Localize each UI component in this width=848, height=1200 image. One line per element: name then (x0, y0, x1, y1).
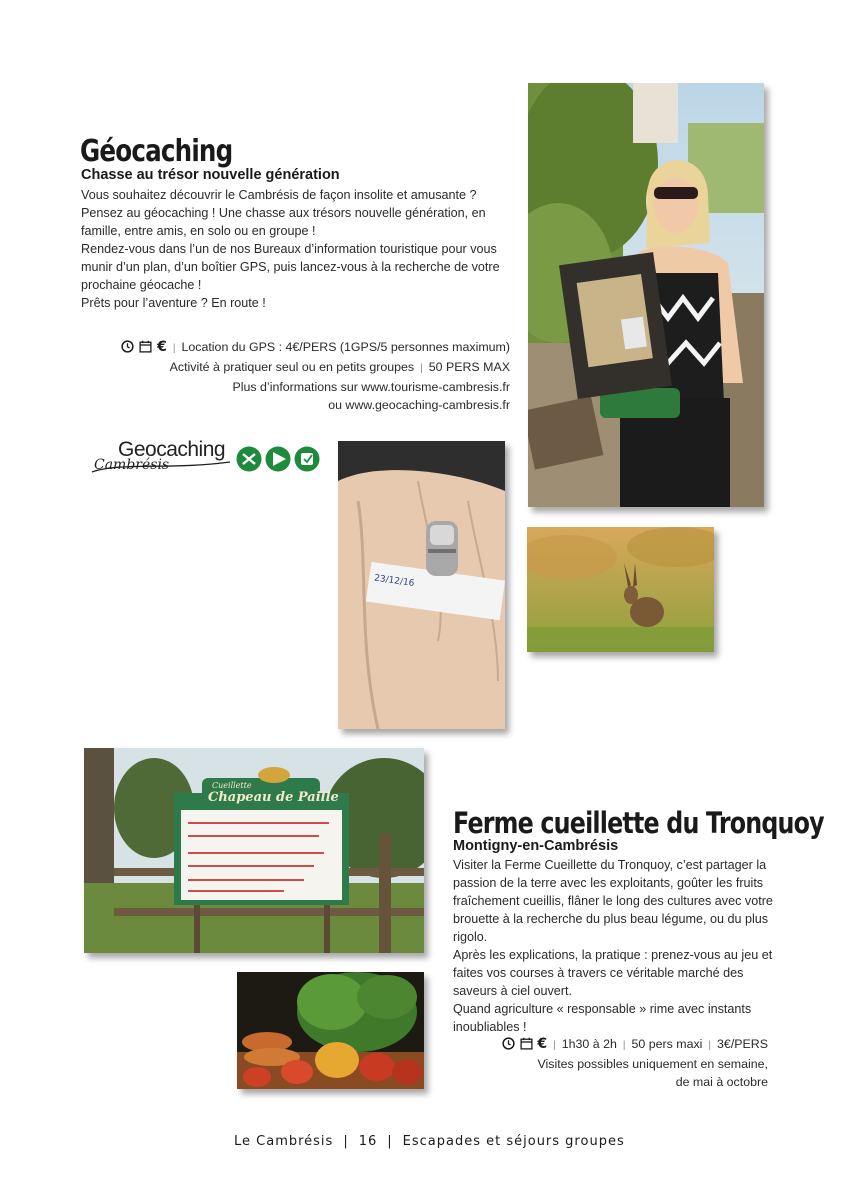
photo-vegetables (237, 972, 424, 1089)
ferme-info (420, 1035, 768, 1091)
photo-hand-capsule (338, 441, 505, 729)
info-line (90, 338, 510, 358)
duration: 1h30 à 2h (561, 1037, 617, 1051)
photo-woman-geocache (528, 83, 764, 507)
info-line: Visites possibles uniquement en semaine, (537, 1057, 768, 1071)
text-line: Vous souhaitez découvrir le Cambrésis de façon insolite et amusante ? (81, 188, 477, 202)
photo-farm-sign (84, 748, 424, 953)
logo-text: Geocaching (118, 438, 226, 461)
svg-text:23/12/16: 23/12/16 (373, 573, 415, 589)
info-line: ou www.geocaching-cambresis.fr (328, 398, 510, 412)
page-number: 16 (358, 1134, 378, 1149)
geocaching-info (90, 338, 510, 414)
group-size: 50 pers maxi (631, 1037, 703, 1051)
info-line (420, 1035, 768, 1055)
text-line: Rendez-vous dans l’un de nos Bureaux d’information touristique pour vous (81, 242, 497, 256)
info-line: Plus d’informations sur www.tourisme-cambresis.fr (232, 380, 510, 394)
text-line: famille, entre amis, en solo ou en groupe ! (81, 224, 316, 238)
footer-right: Escapades et séjours groupes (402, 1134, 625, 1149)
group-info: Activité à pratiquer seul ou en petits groupes (169, 360, 415, 374)
text-line: Pensez au géocaching ! Une chasse aux trésors nouvelle génération, en (81, 206, 486, 220)
euro-icon: € (157, 339, 167, 355)
separator: | (553, 1040, 556, 1051)
logo-badges-icon (236, 444, 326, 474)
text-line: inoubliables ! (453, 1020, 527, 1034)
text-line: fraîchement cueillis, flâner le long des cultures avec votre (453, 894, 773, 908)
calendar-icon (139, 339, 157, 355)
sign-title: Chapeau de Paille (208, 790, 339, 805)
text-line: Quand agriculture « responsable » rime avec instants (453, 1002, 752, 1016)
calendar-icon (520, 1036, 538, 1052)
gps-rental: Location du GPS : 4€/PERS (1GPS/5 personnes maximum) (181, 340, 510, 354)
geocaching-title: Géocaching (80, 134, 233, 169)
photo-hare (527, 527, 714, 652)
logo-sub-text: Cambrésis (94, 457, 170, 473)
info-line: de mai à octobre (675, 1075, 768, 1089)
text-line: Visiter la Ferme Cueillette du Tronquoy, c’est partager la (453, 858, 767, 872)
text-line: brouette à la recherche du plus beau légume, ou du plus (453, 912, 769, 926)
clock-icon (502, 1036, 520, 1052)
footer-left: Le Cambrésis (234, 1134, 334, 1149)
page-footer (234, 1134, 625, 1149)
text-line: rigolo. (453, 930, 488, 944)
separator: | (708, 1040, 712, 1051)
geocaching-subtitle: Chasse au trésor nouvelle génération (81, 167, 340, 183)
separator: | (172, 343, 176, 354)
sign-small-title: Cueillette (212, 781, 252, 790)
geocaching-description (81, 186, 521, 312)
text-line: prochaine géocache ! (81, 278, 202, 292)
separator: | (622, 1040, 626, 1051)
separator: | (420, 363, 423, 374)
euro-icon: € (537, 1036, 548, 1052)
max-people: 50 PERS MAX (428, 360, 510, 374)
separator: | (343, 1134, 349, 1149)
ferme-description (453, 856, 783, 1036)
text-line: Prêts pour l’aventure ? En route ! (81, 296, 266, 310)
text-line: passion de la terre avec les exploitants, goûter les fruits (453, 876, 764, 890)
text-line: faites vos courses à travers ce véritable marché des (453, 966, 744, 980)
text-line: munir d’un plan, d’un boîtier GPS, puis lancez-vous à la recherche de votre (81, 260, 500, 274)
ferme-title: Ferme cueillette du Tronquoy (453, 806, 824, 840)
price: 3€/PERS (717, 1037, 768, 1051)
info-line (90, 358, 510, 378)
clock-icon (121, 339, 139, 355)
text-line: saveurs à ciel ouvert. (453, 984, 572, 998)
separator: | (387, 1134, 393, 1149)
text-line: Après les explications, la pratique : prenez-vous au jeu et (453, 948, 773, 962)
ferme-subtitle: Montigny-en-Cambrésis (453, 838, 619, 854)
geocaching-logo (90, 438, 330, 478)
logo-swash (90, 448, 240, 478)
